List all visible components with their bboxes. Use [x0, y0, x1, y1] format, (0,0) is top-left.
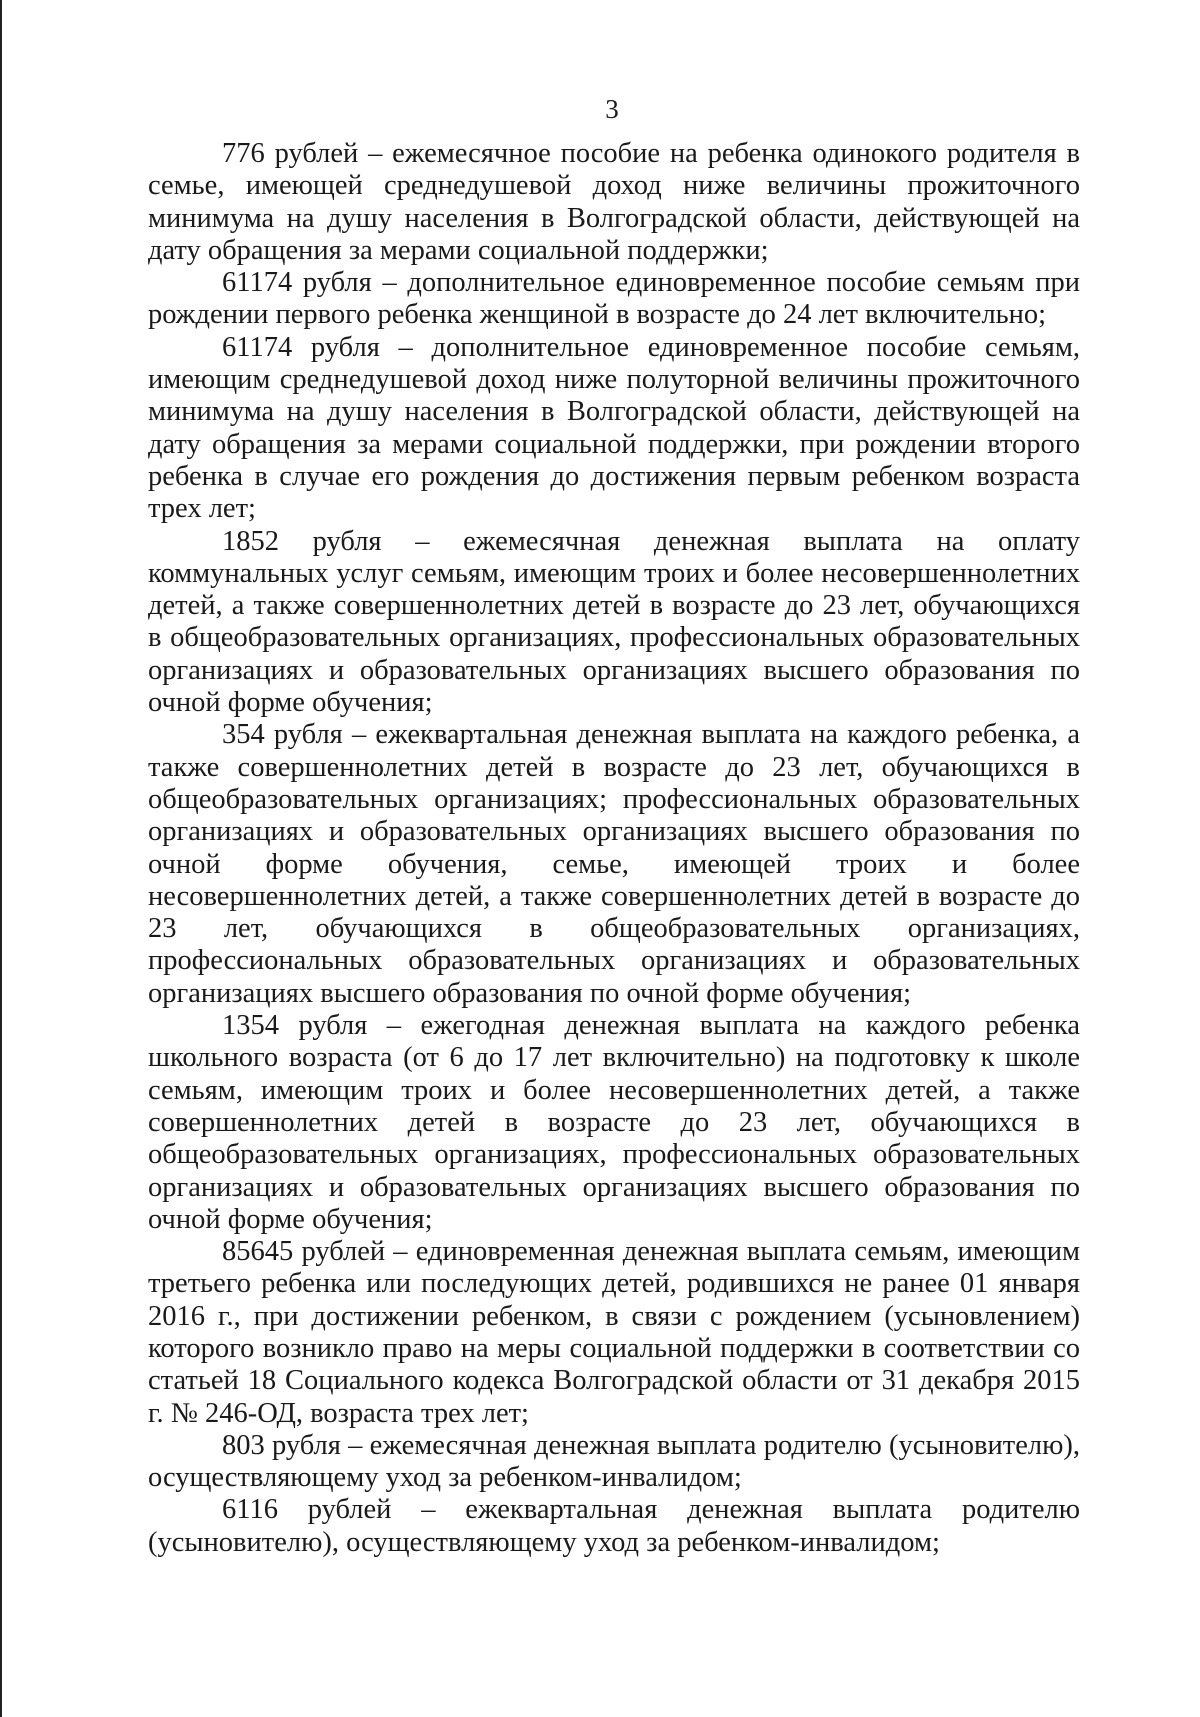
paragraph-1354-school: 1354 рубля – ежегодная денежная выплата на каждого ребенка школьного возраста (от 6 до 17 лет включительно) на подготовку к школе семьям, имеющим троих и более несовершеннолетних детей, а также совершеннолетних детей в возрасте до 23 лет, обучающихся в общеобразовательных организациях, профессиональных образовательных организациях и образовательных организациях высшего образования по очной форме обучения; — [148, 1010, 1080, 1235]
page-left-edge — [0, 0, 2, 1717]
paragraph-61174-second-child: 61174 рубля – дополнительное единовременное пособие семьям, имеющим среднедушевой доход ниже полуторной величины прожиточного минимума на душу населения в Волгоградской области, действующей на дату обращения за мерами социальной поддержки, при рождении второго ребенка в случае его рождения до достижения первым ребенком возраста трех лет; — [148, 331, 1080, 525]
paragraph-61174-first-child: 61174 рубля – дополнительное единовременное пособие семьям при рождении первого ребенка женщиной в возрасте до 24 лет включительно; — [148, 267, 1080, 331]
paragraph-776-single-parent: 776 рублей – ежемесячное пособие на ребенка одинокого родителя в семье, имеющей среднедушевой доход ниже величины прожиточного минимума на душу населения в Волгоградской области, действующей на дату обращения за мерами социальной поддержки; — [148, 138, 1080, 266]
paragraph-803-disabled-child: 803 рубля – ежемесячная денежная выплата родителю (усыновителю), осуществляющему уход за ребенком-инвалидом; — [148, 1429, 1080, 1494]
page-number: 3 — [605, 94, 619, 124]
document-body — [148, 138, 1080, 1559]
paragraph-354-quarterly: 354 рубля – ежеквартальная денежная выплата на каждого ребенка, а также совершеннолетних детей в возрасте до 23 лет, обучающихся в общеобразовательных организациях; профессиональных образовательных организациях и образовательных организациях высшего образования по очной форме обучения, семье, имеющей троих и более несовершеннолетних детей, а также совершеннолетних детей в возрасте до 23 лет, обучающихся в общеобразовательных организациях, профессиональных образовательных организациях и образовательных организациях высшего образования по очной форме обучения; — [148, 719, 1080, 1009]
paragraph-6116-disabled-child: 6116 рублей – ежеквартальная денежная выплата родителю (усыновителю), осуществляющему уход за ребенком-инвалидом; — [148, 1494, 1080, 1558]
paragraph-85645-third-child: 85645 рублей – единовременная денежная выплата семьям, имеющим третьего ребенка или последующих детей, родившихся не ранее 01 января 2016 г., при достижении ребенком, в связи с рождением (усыновлением) которого возникло право на меры социальной поддержки в соответствии со статьей 18 Социального кодекса Волгоградской области от 31 декабря 2015 г. № 246-ОД, возраста трех лет; — [148, 1236, 1080, 1429]
paragraph-1852-utilities: 1852 рубля – ежемесячная денежная выплата на оплату коммунальных услуг семьям, имеющим троих и более несовершеннолетних детей, а также совершеннолетних детей в возрасте до 23 лет, обучающихся в общеобразовательных организациях, профессиональных образовательных организациях и образовательных организациях высшего образования по очной форме обучения; — [148, 525, 1080, 719]
